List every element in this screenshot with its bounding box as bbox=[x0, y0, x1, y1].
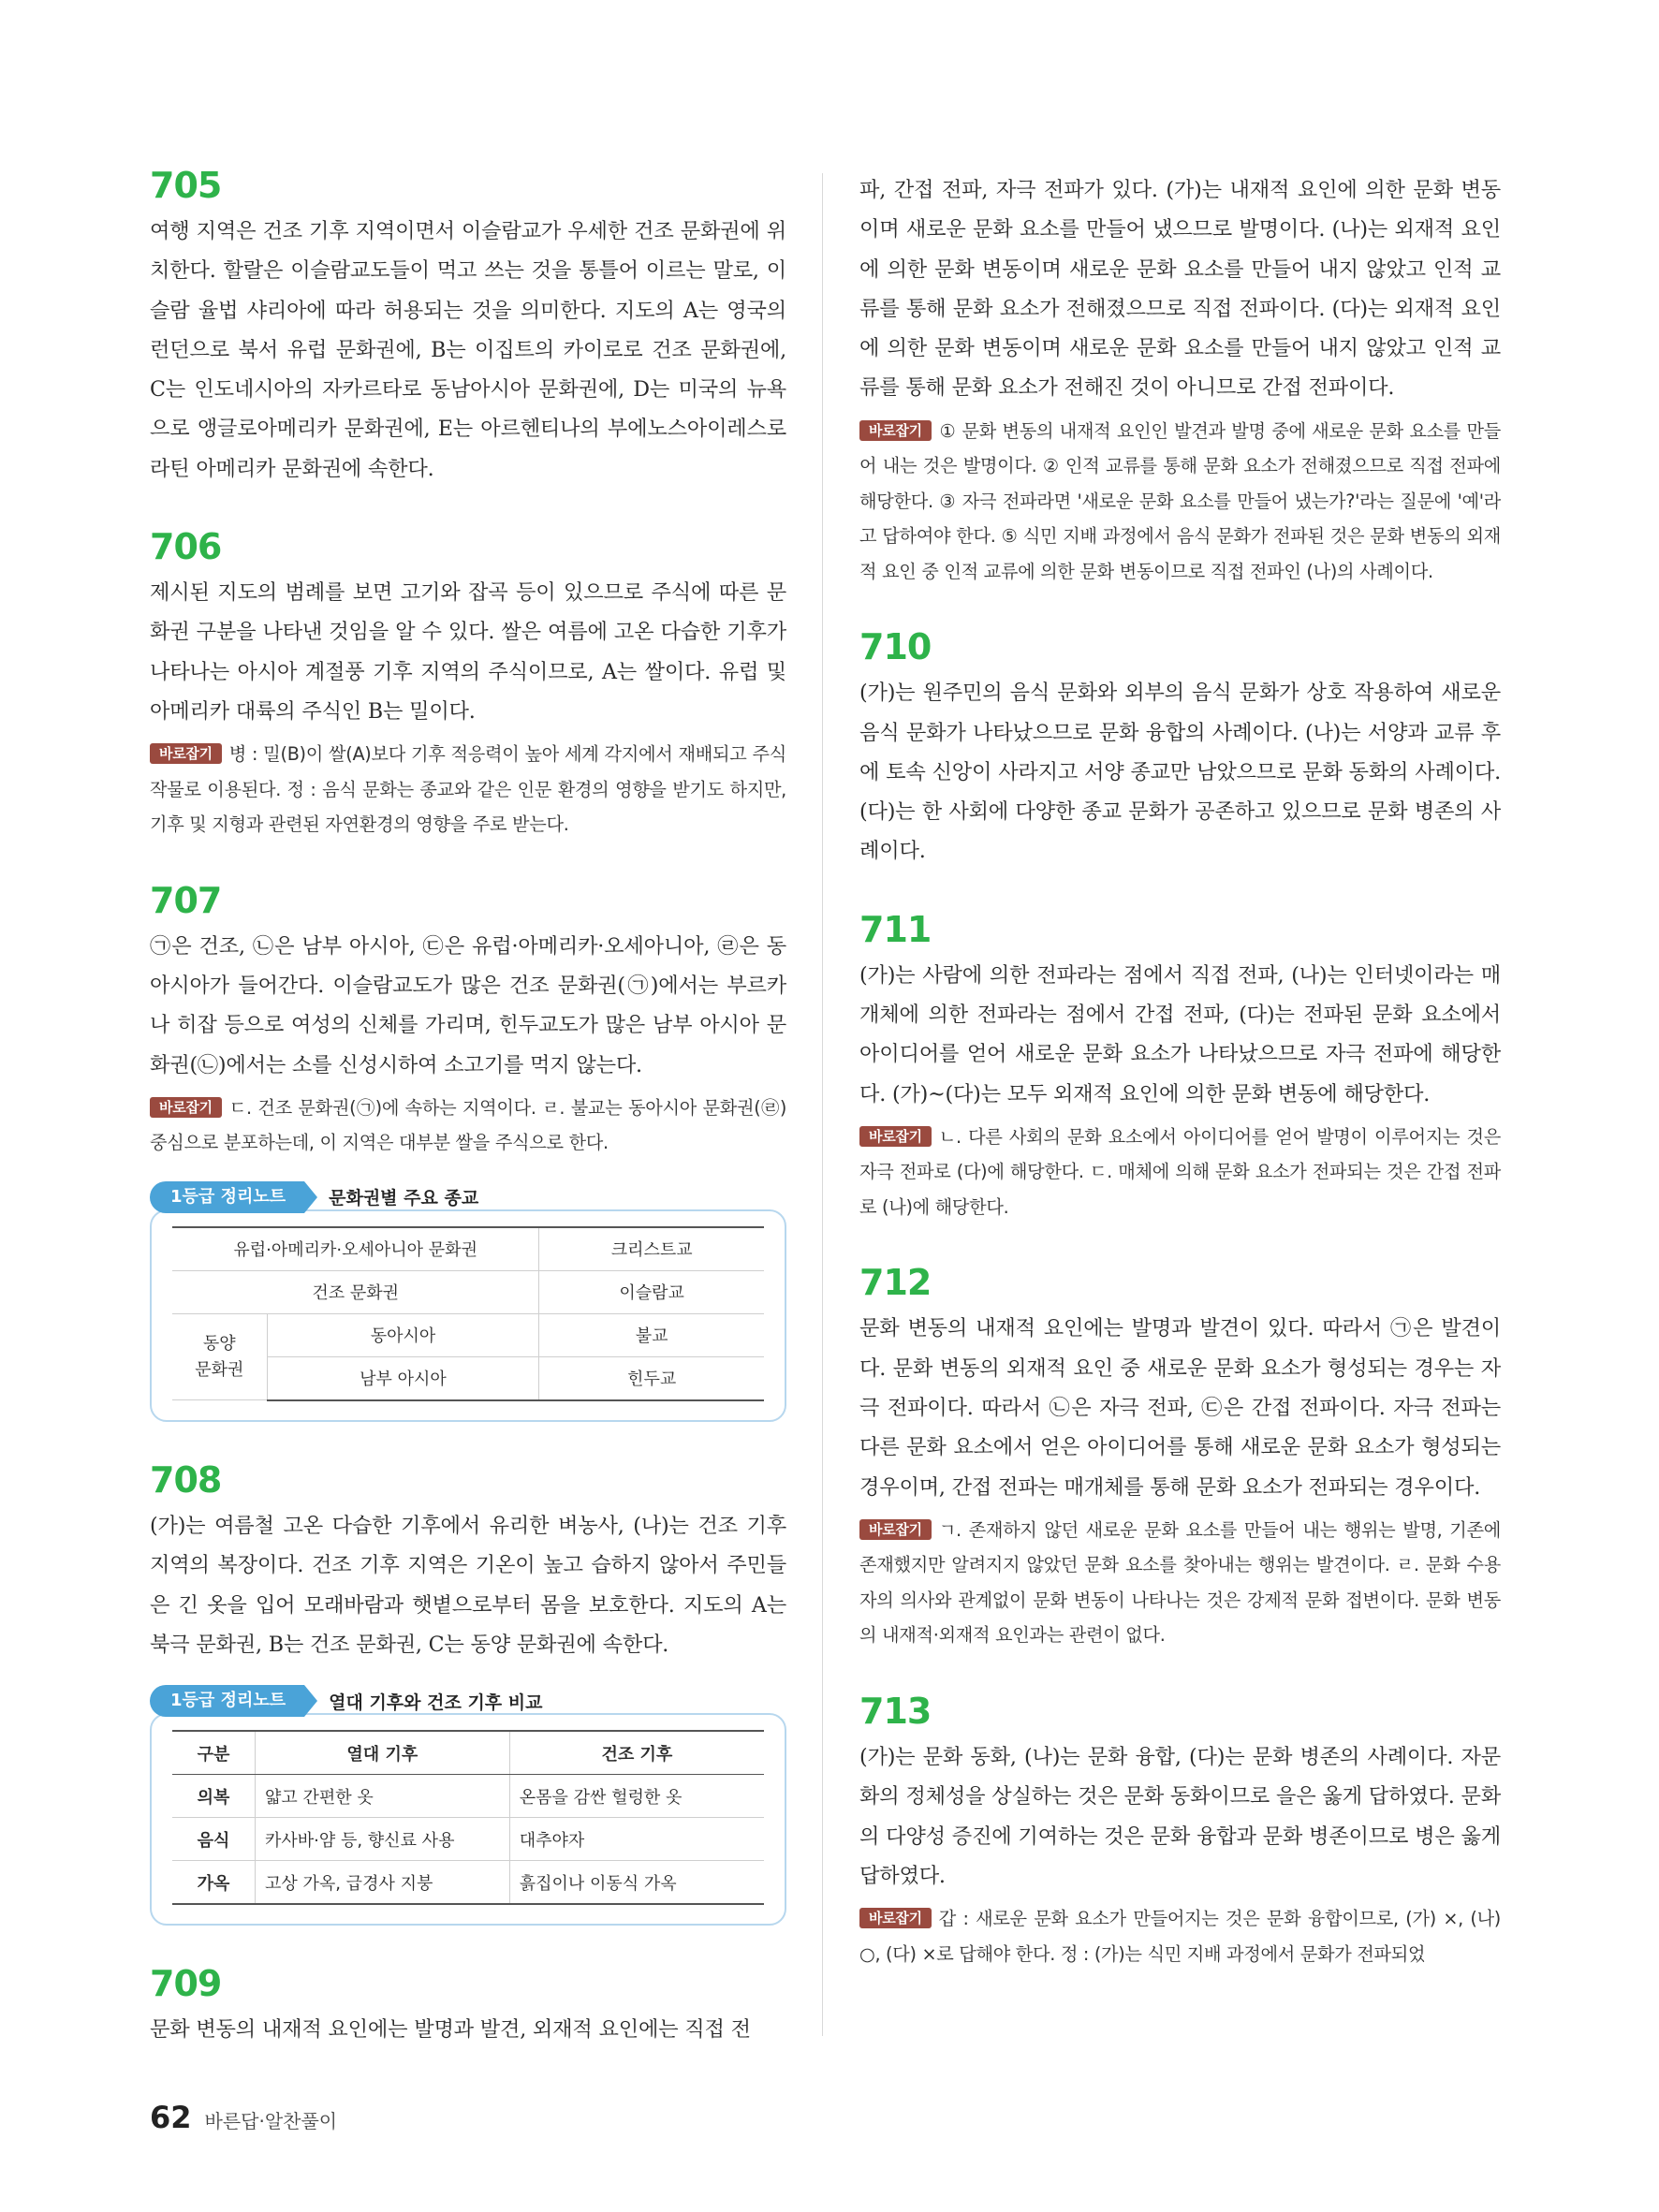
table-header: 건조 기후 bbox=[509, 1731, 764, 1775]
summary-note-climate bbox=[150, 1685, 786, 1926]
question-number: 710 bbox=[859, 626, 932, 668]
explanation-text: (가)는 문화 동화, (나)는 문화 융합, (다)는 문화 병존의 사례이다. 자문화의 정체성을 상실하는 것은 문화 동화이므로 을은 옳게 답하였다. 문화의 다양성 증진에 기여하는 것은 문화 융합과 문화 병존이므로 병은 옳게 답하였다. bbox=[859, 1744, 1501, 1888]
correction-note bbox=[859, 1901, 1501, 1971]
correction-text: 갑 : 새로운 문화 요소가 만들어지는 것은 문화 융합이므로, (가) ×, (나) ○, (다) ×로 답해야 한다. 정 : (가)는 식민 지배 과정에서 문화가 전파되었 bbox=[859, 1908, 1501, 1965]
explanation-text: (가)는 여름철 고온 다습한 기후에서 유리한 벼농사, (나)는 건조 기후 지역의 복장이다. 건조 기후 지역은 기온이 높고 습하지 않아서 주민들은 긴 옷을 입어 모래바람과 햇볕으로부터 몸을 보호한다. 지도의 A는 북극 문화권, B는 건조 문화권, C는 동양 문화권에 속한다. bbox=[150, 1513, 786, 1657]
table-cell: 가옥 bbox=[172, 1861, 255, 1905]
table-cell: 얇고 간편한 옷 bbox=[255, 1775, 509, 1818]
correction-text: 병 : 밀(B)이 쌀(A)보다 기후 적응력이 높아 세계 각지에서 재배되고 주식 작물로 이용된다. 정 : 음식 문화는 종교와 같은 인문 환경의 영향을 받기도 하지만, 기후 및 지형과 관련된 자연환경의 영향을 주로 받는다. bbox=[150, 743, 786, 836]
note-tag: 1등급 정리노트 bbox=[150, 1685, 304, 1717]
page-footer bbox=[150, 2100, 337, 2135]
correction-badge: 바로잡기 bbox=[150, 743, 222, 764]
climate-table bbox=[172, 1730, 764, 1905]
correction-note bbox=[150, 737, 786, 842]
correction-text: ㄴ. 다른 사회의 문화 요소에서 아이디어를 얻어 발명이 이루어지는 것은 자극 전파로 (다)에 해당한다. ㄷ. 매체에 의해 문화 요소가 전파되는 것은 간접 전파로 (나)에 해당한다. bbox=[859, 1125, 1501, 1218]
summary-note-religion bbox=[150, 1181, 786, 1422]
table-header-row bbox=[172, 1731, 764, 1775]
correction-note bbox=[859, 414, 1501, 590]
explanation-text: 여행 지역은 건조 기후 지역이면서 이슬람교가 우세한 건조 문화권에 위치한다. 할랄은 이슬람교도들이 먹고 쓰는 것을 통틀어 이르는 말로, 이슬람 율법 샤리아에 따라 허용되는 것을 의미한다. 지도의 A는 영국의 런던으로 북서 유럽 문화권에, B는 이집트의 카이로로 건조 문화권에, C는 인도네시아의 자카르타로 동남아시아 문화권에, D는 미국의 뉴욕으로 앵글로아메리카 문화권에, E는 아르헨티나의 부에노스아이레스로 라틴 아메리카 문화권에 속한다. bbox=[150, 219, 786, 481]
table-cell: 음식 bbox=[172, 1818, 255, 1861]
page-number: 62 bbox=[150, 2100, 192, 2135]
note-box bbox=[150, 1713, 786, 1926]
explanation-text: 문화 변동의 내재적 요인에는 발명과 발견, 외재적 요인에는 직접 전 bbox=[150, 2017, 751, 2043]
correction-note bbox=[859, 1513, 1501, 1653]
explanation-text: (가)는 사람에 의한 전파라는 점에서 직접 전파, (나)는 인터넷이라는 매개체에 의한 전파라는 점에서 간접 전파, (다)는 전파된 문화 요소에서 아이디어를 얻어 새로운 문화 요소가 나타났으므로 자극 전파에 해당한다. (가)~(다)는 모두 외재적 요인에 의한 문화 변동에 해당한다. bbox=[859, 962, 1501, 1106]
answer-709 bbox=[150, 1965, 786, 2049]
question-number: 712 bbox=[859, 1262, 932, 1304]
answer-710 bbox=[859, 628, 1501, 871]
table-row bbox=[172, 1775, 764, 1818]
table-row bbox=[172, 1270, 764, 1313]
explanation-text: ㉠은 건조, ㉡은 남부 아시아, ㉢은 유럽·아메리카·오세아니아, ㉣은 동아시아가 들어간다. 이슬람교도가 많은 건조 문화권(㉠)에서는 부르카나 히잡 등으로 여성의 신체를 가리며, 힌두교도가 많은 남부 아시아 문화권(㉡)에서는 소를 신성시하여 소고기를 먹지 않는다. bbox=[150, 933, 786, 1077]
table-header: 열대 기후 bbox=[255, 1731, 509, 1775]
table-cell: 이슬람교 bbox=[539, 1270, 764, 1313]
table-cell: 크리스트교 bbox=[539, 1227, 764, 1271]
correction-text: ① 문화 변동의 내재적 요인인 발견과 발명 중에 새로운 문화 요소를 만들어 내는 것은 발명이다. ② 인적 교류를 통해 문화 요소가 전해졌으므로 직접 전파에 해당한다. ③ 자극 전파라면 '새로운 문화 요소를 만들어 냈는가?'라는 질문에 '예'라고 답하여야 한다. ⑤ 식민 지배 과정에서 음식 문화가 전파된 것은 문화 변동의 외재적 요인 중 인적 교류에 의한 문화 변동이므로 직접 전파인 (나)의 사례이다. bbox=[859, 419, 1501, 582]
table-cell: 동양 문화권 bbox=[172, 1313, 267, 1400]
table-row bbox=[172, 1818, 764, 1861]
table-cell: 의복 bbox=[172, 1775, 255, 1818]
correction-badge: 바로잡기 bbox=[859, 1908, 932, 1928]
correction-note bbox=[150, 1091, 786, 1161]
explanation-text: 문화 변동의 내재적 요인에는 발명과 발견이 있다. 따라서 ㉠은 발견이다. 문화 변동의 외재적 요인 중 새로운 문화 요소가 형성되는 경우는 자극 전파이다. 따라서 ㉡은 자극 전파, ㉢은 간접 전파이다. 자극 전파는 다른 문화 요소에서 얻은 아이디어를 통해 새로운 문화 요소가 형성되는 경우이며, 간접 전파는 매개체를 통해 문화 요소가 전파되는 경우이다. bbox=[859, 1316, 1501, 1500]
answer-706 bbox=[150, 528, 786, 842]
table-cell: 건조 문화권 bbox=[172, 1270, 539, 1313]
table-cell: 흙집이나 이동식 가옥 bbox=[509, 1861, 764, 1905]
table-cell: 유럽·아메리카·오세아니아 문화권 bbox=[172, 1227, 539, 1271]
note-title: 열대 기후와 건조 기후 비교 bbox=[329, 1692, 543, 1713]
right-column bbox=[859, 170, 1501, 2011]
table-cell: 고상 가옥, 급경사 지붕 bbox=[255, 1861, 509, 1905]
answer-708 bbox=[150, 1458, 786, 1926]
note-box bbox=[150, 1209, 786, 1422]
correction-text: ㄷ. 건조 문화권(㉠)에 속하는 지역이다. ㄹ. 불교는 동아시아 문화권(㉣) 중심으로 분포하는데, 이 지역은 대부분 쌀을 주식으로 한다. bbox=[150, 1096, 786, 1154]
explanation-text: (가)는 원주민의 음식 문화와 외부의 음식 문화가 상호 작용하여 새로운 음식 문화가 나타났으므로 문화 융합의 사례이다. (나)는 서양과 교류 후에 토속 신앙이 사라지고 서양 종교만 남았으므로 문화 동화의 사례이다. (다)는 한 사회에 다양한 종교 문화가 공존하고 있으므로 문화 병존의 사례이다. bbox=[859, 681, 1501, 864]
note-tag: 1등급 정리노트 bbox=[150, 1181, 304, 1213]
explanation-text: 파, 간접 전파, 자극 전파가 있다. (가)는 내재적 요인에 의한 문화 변동이며 새로운 문화 요소를 만들어 냈으므로 발명이다. (나)는 외재적 요인에 의한 문화 변동이며 새로운 문화 요소를 만들어 내지 않았고 인적 교류를 통해 문화 요소가 전해졌으므로 직접 전파이다. (다)는 외재적 요인에 의한 문화 변동이며 새로운 문화 요소를 만들어 내지 않았고 인적 교류를 통해 문화 요소가 전해진 것이 아니므로 간접 전파이다. bbox=[859, 178, 1501, 401]
footer-label: 바른답·알찬풀이 bbox=[204, 2110, 338, 2132]
table-cell: 남부 아시아 bbox=[267, 1356, 539, 1400]
correction-badge: 바로잡기 bbox=[859, 1126, 932, 1147]
religion-table bbox=[172, 1226, 764, 1401]
answer-711 bbox=[859, 908, 1501, 1225]
answer-707 bbox=[150, 879, 786, 1422]
table-row bbox=[172, 1227, 764, 1271]
table-cell: 카사바·얌 등, 향신료 사용 bbox=[255, 1818, 509, 1861]
question-number: 706 bbox=[150, 526, 222, 568]
explanation-text: 제시된 지도의 범례를 보면 고기와 잡곡 등이 있으므로 주식에 따른 문화권 구분을 나타낸 것임을 알 수 있다. 쌀은 여름에 고온 다습한 기후가 나타나는 아시아 계절풍 기후 지역의 주식이므로, A는 쌀이다. 유럽 및 아메리카 대륙의 주식인 B는 밀이다. bbox=[150, 580, 786, 724]
correction-badge: 바로잡기 bbox=[859, 420, 932, 441]
correction-text: ㄱ. 존재하지 않던 새로운 문화 요소를 만들어 내는 행위는 발명, 기존에 존재했지만 알려지지 않았던 문화 요소를 찾아내는 행위는 발견이다. ㄹ. 문화 수용자의 의사와 관계없이 문화 변동이 나타나는 것은 강제적 문화 접변이다. 문화 변동의 내재적·외재적 요인과는 관련이 없다. bbox=[859, 1518, 1501, 1647]
question-number: 709 bbox=[150, 1963, 222, 2005]
question-number: 705 bbox=[150, 165, 222, 206]
table-row bbox=[172, 1861, 764, 1905]
table-cell: 불교 bbox=[539, 1313, 764, 1356]
question-number: 711 bbox=[859, 908, 932, 950]
correction-note bbox=[859, 1120, 1501, 1225]
correction-badge: 바로잡기 bbox=[150, 1097, 222, 1118]
question-number: 707 bbox=[150, 879, 222, 921]
left-column bbox=[150, 167, 786, 2088]
table-cell: 온몸을 감싼 헐렁한 옷 bbox=[509, 1775, 764, 1818]
question-number: 708 bbox=[150, 1458, 222, 1501]
answer-705 bbox=[150, 167, 786, 489]
table-cell: 힌두교 bbox=[539, 1356, 764, 1400]
question-number: 713 bbox=[859, 1690, 932, 1732]
answer-713 bbox=[859, 1692, 1501, 1971]
answer-712 bbox=[859, 1264, 1501, 1652]
note-title: 문화권별 주요 종교 bbox=[329, 1188, 479, 1209]
table-row bbox=[172, 1313, 764, 1356]
table-header: 구분 bbox=[172, 1731, 255, 1775]
correction-badge: 바로잡기 bbox=[859, 1519, 932, 1540]
answer-709-continued bbox=[859, 170, 1501, 589]
table-cell: 대추야자 bbox=[509, 1818, 764, 1861]
column-divider bbox=[822, 173, 823, 2036]
table-cell: 동아시아 bbox=[267, 1313, 539, 1356]
